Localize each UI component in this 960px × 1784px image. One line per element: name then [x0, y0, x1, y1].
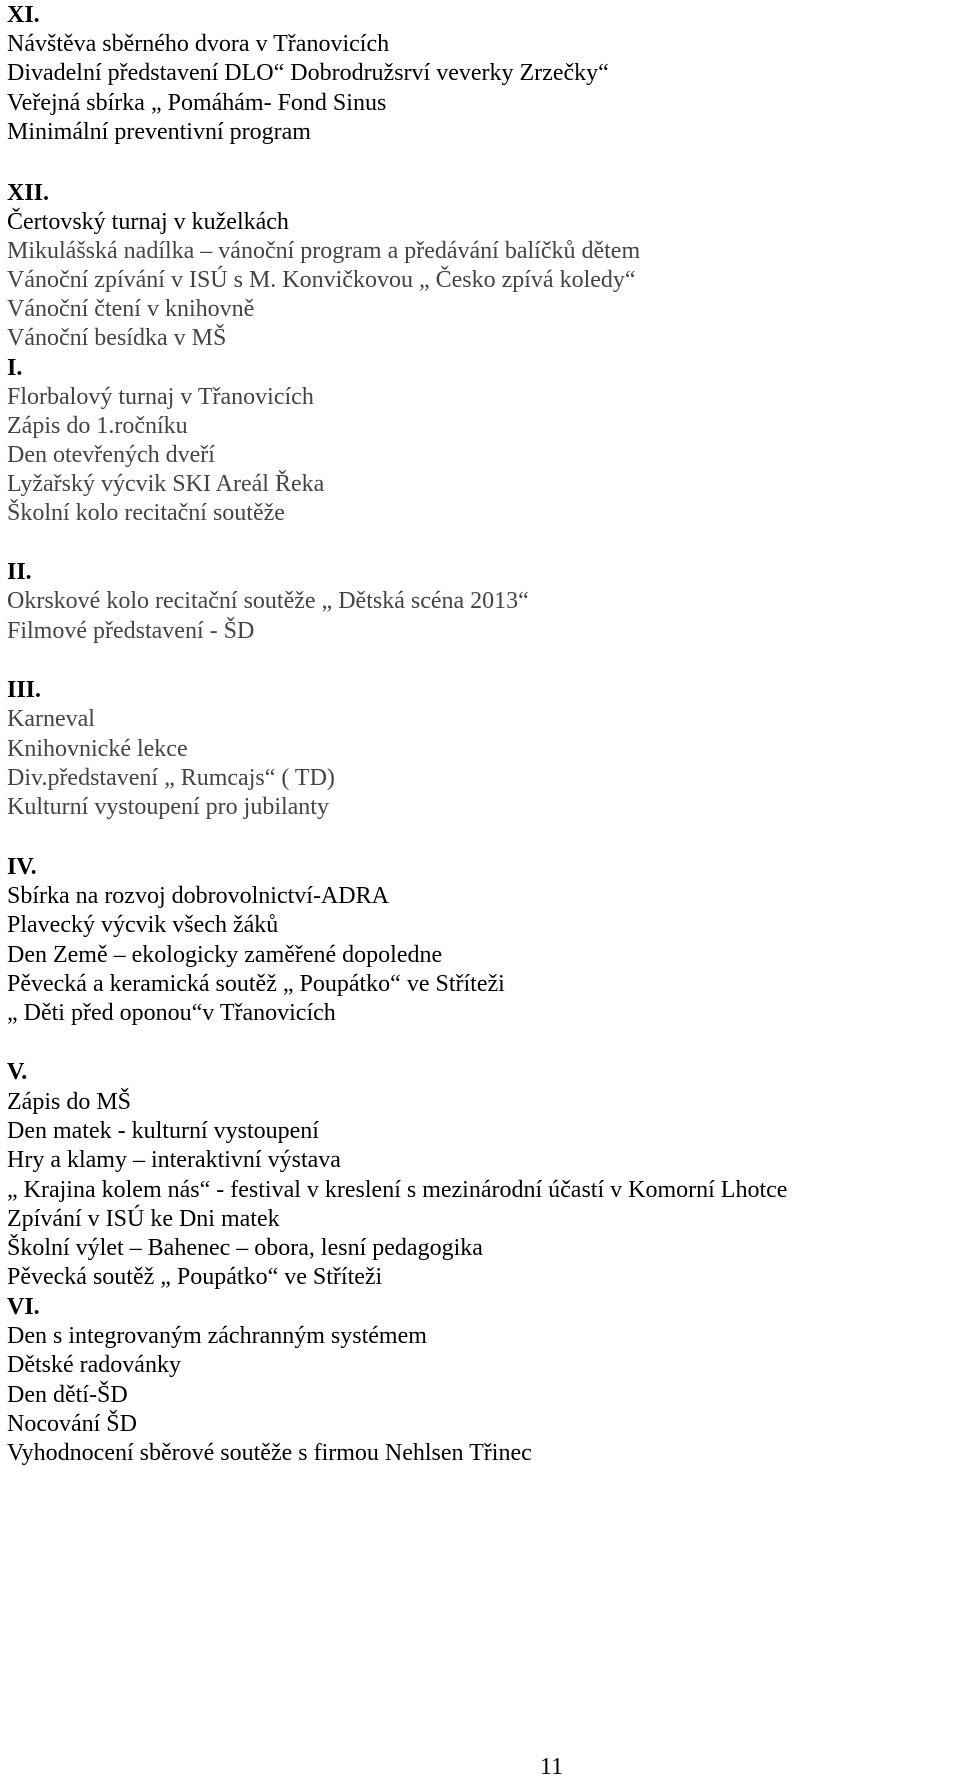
list-item: Vánoční čtení v knihovně — [7, 296, 255, 322]
list-item: Den dětí-ŠD — [7, 1382, 128, 1408]
list-item: Veřejná sbírka „ Pomáhám- Fond Sinus — [7, 90, 387, 116]
list-item: Sbírka na rozvoj dobrovolnictví-ADRA — [7, 883, 389, 909]
section-heading-ii: II. — [7, 559, 32, 585]
section-heading-xi: XI. — [7, 2, 40, 28]
list-item: Den otevřených dveří — [7, 442, 215, 468]
list-item: Plavecký výcvik všech žáků — [7, 912, 279, 938]
list-item: Mikulášská nadílka – vánoční program a předávání balíčků dětem — [7, 238, 641, 264]
list-item: Karneval — [7, 706, 95, 732]
list-item: Den Země – ekologicky zaměřené dopoledne — [7, 942, 443, 968]
section-heading-i: I. — [7, 355, 23, 381]
list-item: Zápis do 1.ročníku — [7, 413, 188, 439]
list-item: Knihovnické lekce — [7, 736, 188, 762]
list-item: Vyhodnocení sběrové soutěže s firmou Nehlsen Třinec — [7, 1440, 532, 1466]
section-heading-xii: XII. — [7, 180, 50, 206]
list-item: Zpívání v ISÚ ke Dni matek — [7, 1206, 280, 1232]
list-item: Kulturní vystoupení pro jubilanty — [7, 794, 329, 820]
list-item: Pěvecká soutěž „ Poupátko“ ve Stříteži — [7, 1264, 383, 1290]
list-item: Minimální preventivní program — [7, 119, 311, 145]
list-item: „ Děti před oponou“v Třanovicích — [7, 1000, 336, 1026]
section-heading-iv: IV. — [7, 854, 37, 880]
list-item: Den matek - kulturní vystoupení — [7, 1118, 319, 1144]
list-item: Lyžařský výcvik SKI Areál Řeka — [7, 471, 325, 497]
list-item: Div.představení „ Rumcajs“ ( TD) — [7, 765, 335, 791]
list-item: Vánoční besídka v MŠ — [7, 325, 227, 351]
list-item: Zápis do MŠ — [7, 1089, 132, 1115]
list-item: Vánoční zpívání v ISÚ s M. Konvičkovou „ Česko zpívá koledy“ — [7, 267, 636, 293]
list-item: Školní výlet – Bahenec – obora, lesní pedagogika — [7, 1235, 483, 1261]
list-item: Filmové představení - ŠD — [7, 618, 255, 644]
list-item: Florbalový turnaj v Třanovicích — [7, 384, 314, 410]
list-item: Divadelní představení DLO“ Dobrodružsrví veverky Zrzečky“ — [7, 60, 609, 86]
section-heading-v: V. — [7, 1059, 28, 1085]
list-item: Nocování ŠD — [7, 1411, 137, 1437]
list-item: Hry a klamy – interaktivní výstava — [7, 1147, 341, 1173]
list-item: Den s integrovaným záchranným systémem — [7, 1323, 427, 1349]
page-number: 11 — [540, 1754, 564, 1780]
list-item: Pěvecká a keramická soutěž „ Poupátko“ ve Stříteži — [7, 971, 505, 997]
section-heading-iii: III. — [7, 677, 42, 703]
list-item: Školní kolo recitační soutěže — [7, 500, 285, 526]
list-item: Dětské radovánky — [7, 1352, 181, 1378]
list-item: Návštěva sběrného dvora v Třanovicích — [7, 31, 390, 57]
list-item: „ Krajina kolem nás“ - festival v kreslení s mezinárodní účastí v Komorní Lhotce — [7, 1177, 788, 1203]
list-item: Čertovský turnaj v kuželkách — [7, 209, 289, 235]
section-heading-vi: VI. — [7, 1294, 40, 1320]
list-item: Okrskové kolo recitační soutěže „ Dětská scéna 2013“ — [7, 588, 529, 614]
